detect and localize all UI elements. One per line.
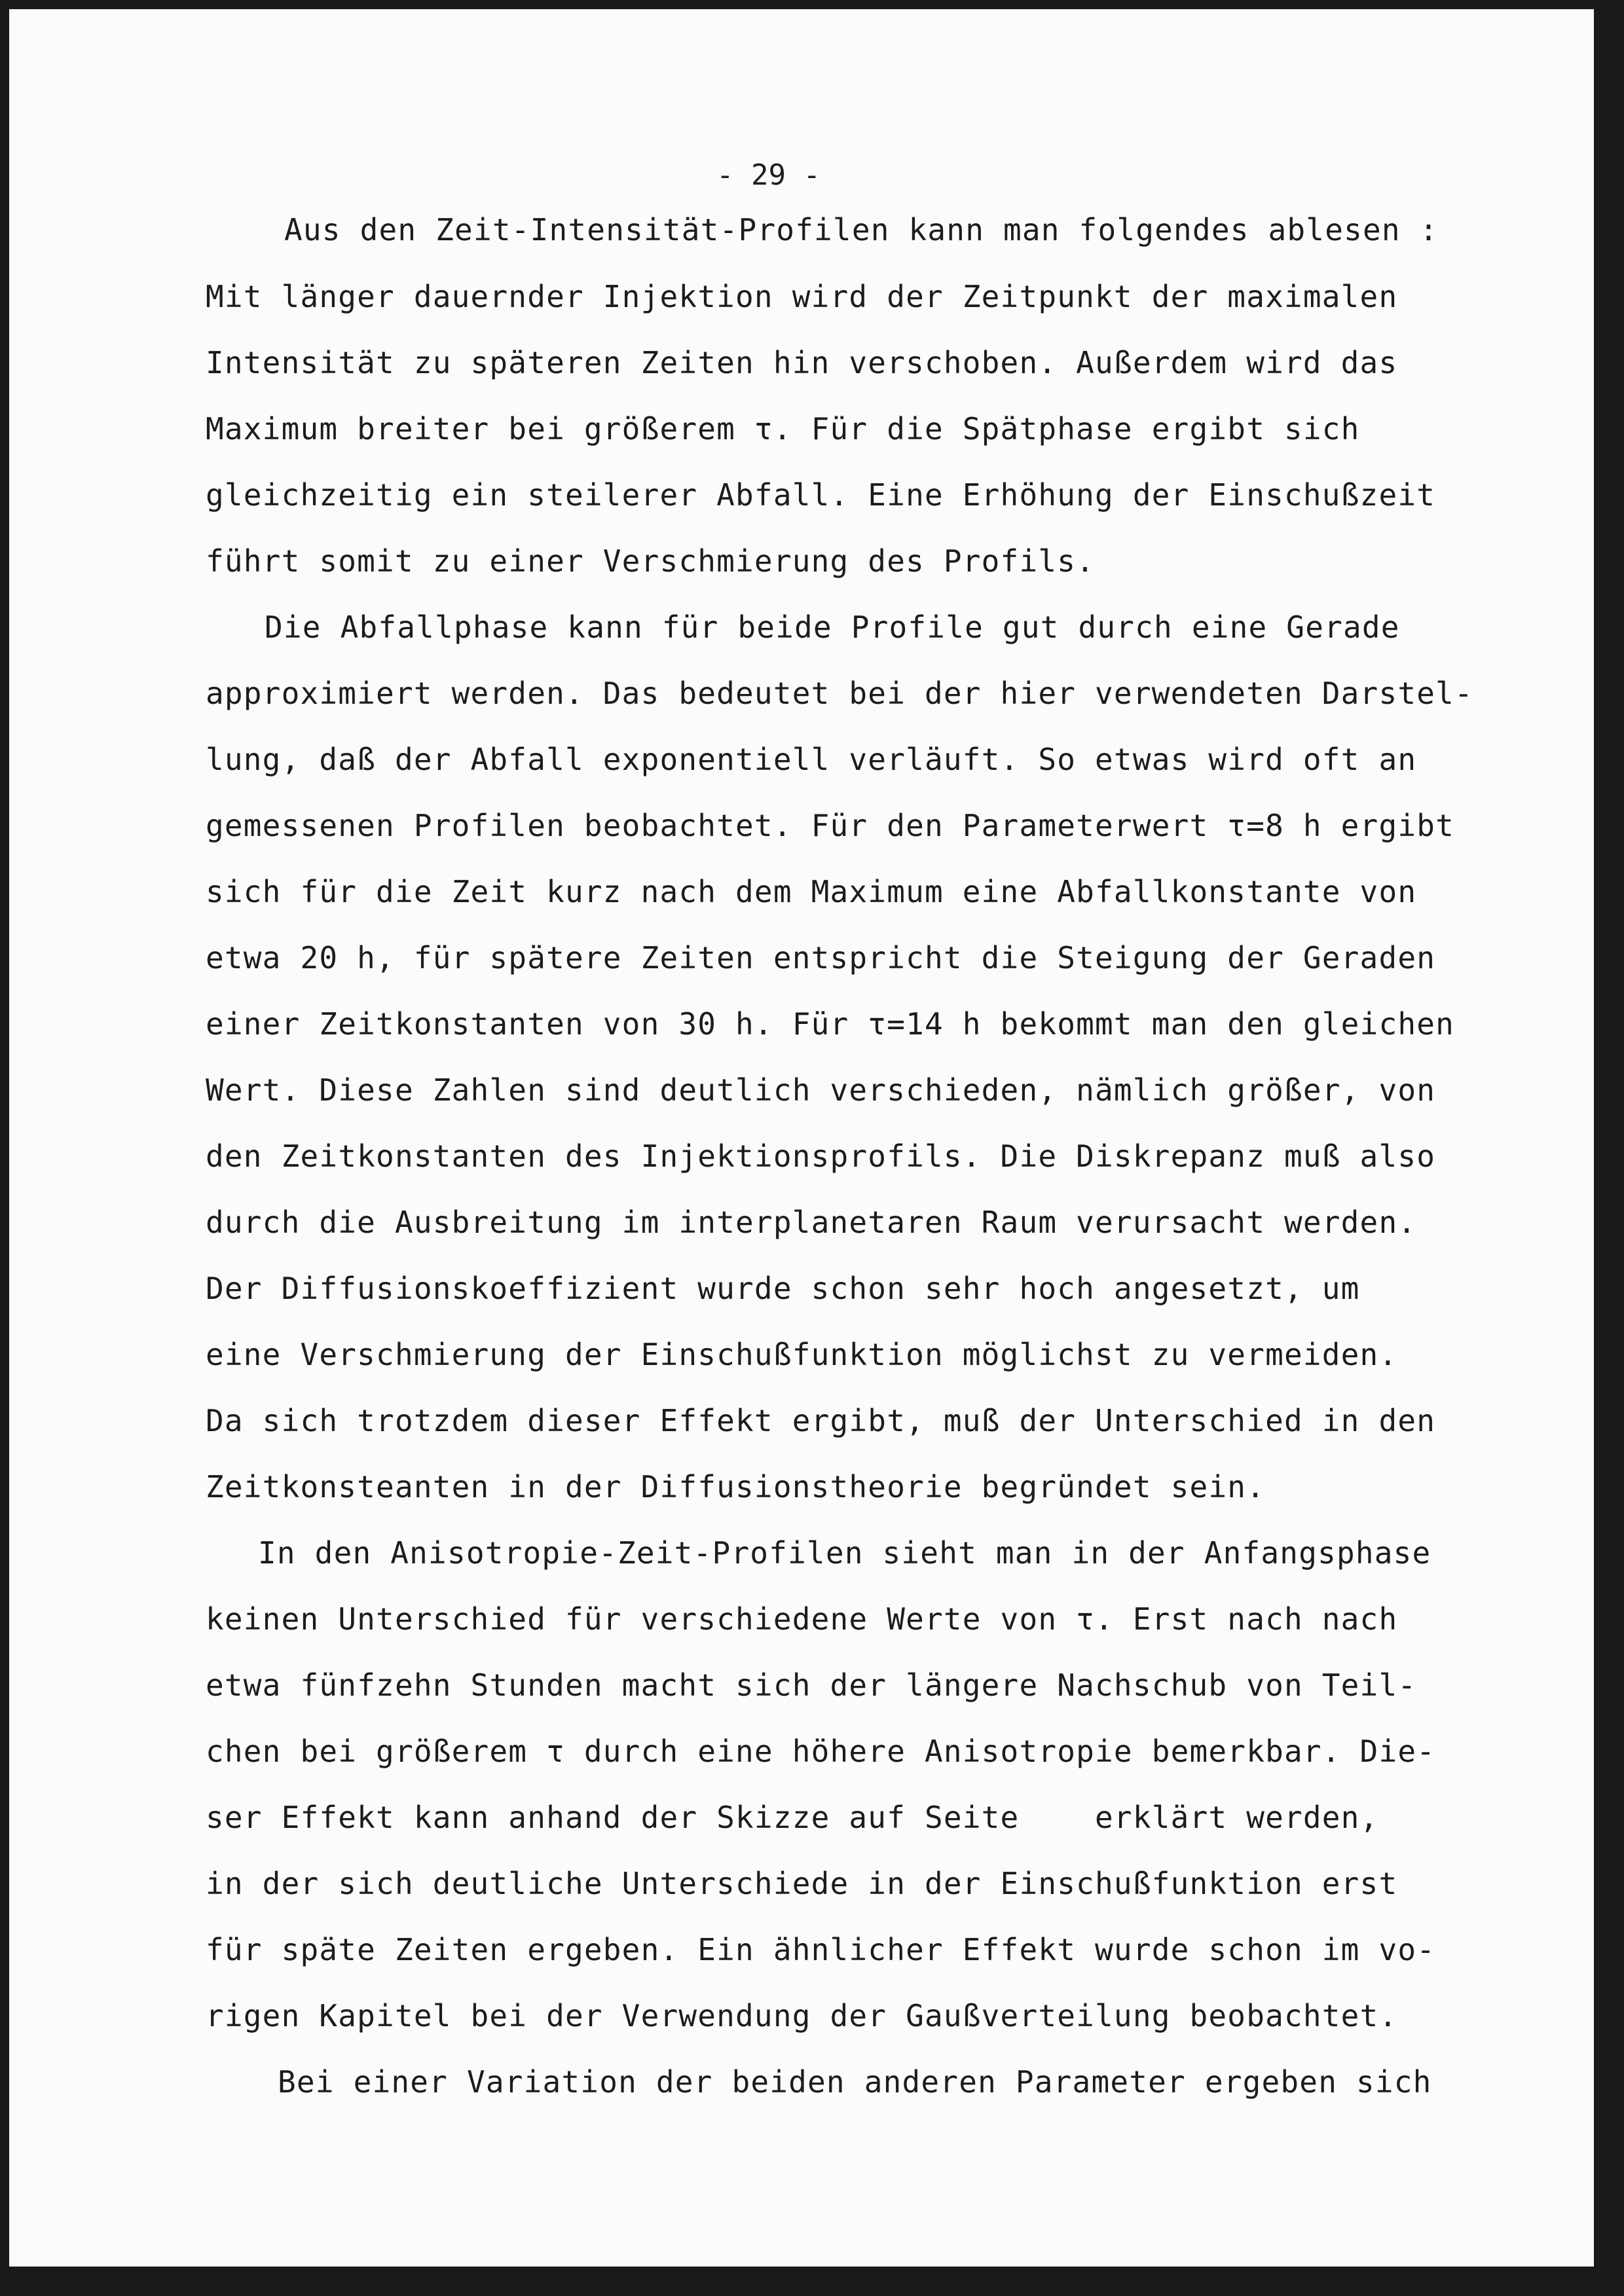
document-page: [9, 9, 1594, 2267]
text-line: eine Verschmierung der Einschußfunktion möglichst zu vermeiden.: [206, 1337, 1398, 1372]
text-line: in der sich deutliche Unterschiede in der Einschußfunktion erst: [206, 1866, 1398, 1901]
text-line: Aus den Zeit-Intensität-Profilen kann man folgendes ablesen :: [284, 212, 1439, 247]
text-line: den Zeitkonstanten des Injektionsprofils. Die Diskrepanz muß also: [206, 1139, 1436, 1174]
text-line: Bei einer Variation der beiden anderen Parameter ergeben sich: [278, 2064, 1432, 2100]
text-line: führt somit zu einer Verschmierung des Profils.: [206, 543, 1096, 579]
page-number: - 29 -: [716, 158, 821, 192]
text-line: rigen Kapitel bei der Verwendung der Gaußverteilung beobachtet.: [206, 1998, 1398, 2033]
text-line: sich für die Zeit kurz nach dem Maximum eine Abfallkonstante von: [206, 874, 1417, 909]
text-line: chen bei größerem τ durch eine höhere Anisotropie bemerkbar. Die-: [206, 1734, 1436, 1769]
text-line: keinen Unterschied für verschiedene Werte von τ. Erst nach nach: [206, 1601, 1398, 1637]
text-line: Der Diffusionskoeffizient wurde schon sehr hoch angesetzt, um: [206, 1271, 1360, 1306]
text-line: Da sich trotzdem dieser Effekt ergibt, muß der Unterschied in den: [206, 1403, 1436, 1438]
text-line: Mit länger dauernder Injektion wird der Zeitpunkt der maximalen: [206, 279, 1398, 314]
text-line: etwa fünfzehn Stunden macht sich der längere Nachschub von Teil-: [206, 1667, 1417, 1703]
text-line: gemessenen Profilen beobachtet. Für den Parameterwert τ=8 h ergibt: [206, 808, 1455, 843]
text-line: In den Anisotropie-Zeit-Profilen sieht man in der Anfangsphase: [258, 1535, 1431, 1571]
text-line: gleichzeitig ein steilerer Abfall. Eine Erhöhung der Einschußzeit: [206, 477, 1436, 513]
text-line: Zeitkonsteanten in der Diffusionstheorie begründet sein.: [206, 1469, 1266, 1504]
text-line: Maximum breiter bei größerem τ. Für die Spätphase ergibt sich: [206, 411, 1360, 446]
text-line: lung, daß der Abfall exponentiell verläuft. So etwas wird oft an: [206, 742, 1417, 777]
text-line: für späte Zeiten ergeben. Ein ähnlicher Effekt wurde schon im vo-: [206, 1932, 1436, 1967]
text-line: einer Zeitkonstanten von 30 h. Für τ=14 h bekommt man den gleichen: [206, 1006, 1455, 1042]
text-line: approximiert werden. Das bedeutet bei der hier verwendeten Darstel-: [206, 676, 1473, 711]
text-line: durch die Ausbreitung im interplanetaren Raum verursacht werden.: [206, 1205, 1417, 1240]
text-line: ser Effekt kann anhand der Skizze auf Seite erklärt werden,: [206, 1800, 1379, 1835]
text-line: etwa 20 h, für spätere Zeiten entspricht die Steigung der Geraden: [206, 940, 1436, 975]
text-line: Wert. Diese Zahlen sind deutlich verschieden, nämlich größer, von: [206, 1072, 1436, 1108]
text-line: Die Abfallphase kann für beide Profile gut durch eine Gerade: [265, 610, 1400, 645]
text-line: Intensität zu späteren Zeiten hin verschoben. Außerdem wird das: [206, 345, 1398, 380]
